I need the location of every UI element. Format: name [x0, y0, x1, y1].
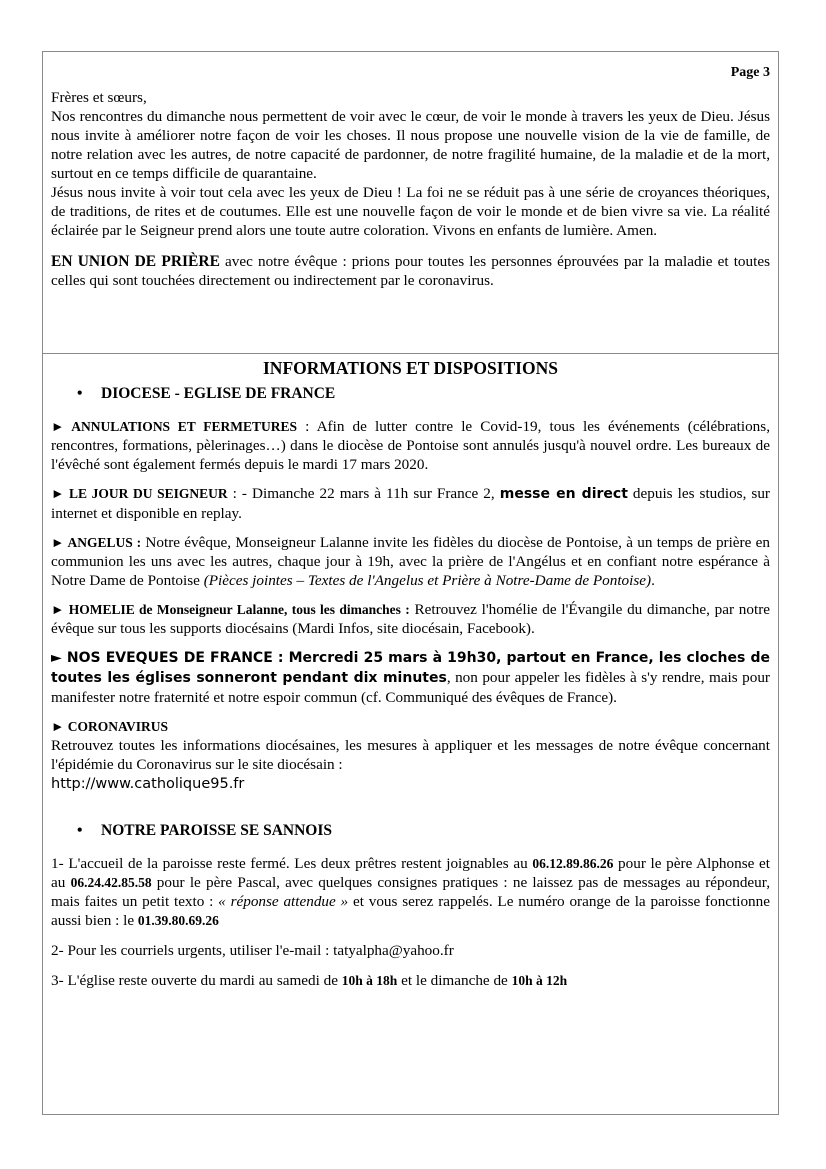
homelie-text: Retrouvez l'homélie de l'Évangile du dimanche, par notre évêque sur tous les supports diocésains (Mardi Infos, site diocésain, Facebook).	[51, 601, 770, 637]
item3-b: et le dimanche de	[397, 972, 512, 989]
coronavirus-title-line	[51, 717, 770, 736]
paroisse-item-3	[51, 971, 770, 990]
jour-bold: messe en direct	[499, 486, 628, 502]
angelus-end: .	[651, 572, 655, 589]
homily-box	[42, 51, 779, 354]
annulations-paragraph	[51, 417, 770, 474]
coronavirus-text: Retrouvez toutes les informations diocésaines, les mesures à appliquer et les messages de notre évêque concernant l'épidémie du Coronavirus sur le site diocésain :	[51, 737, 770, 773]
prayer-union-title: EN UNION DE PRIÈRE	[51, 253, 220, 270]
prayer-union-text: avec notre évêque : prions pour toutes les personnes éprouvées par la maladie et toutes celles qui sont touchées directement ou indirectement par le coronavirus.	[51, 253, 770, 289]
homily-paragraph-1: Nos rencontres du dimanche nous permettent de voir avec le cœur, de voir le monde à travers les yeux de Dieu. Jésus nous invite à améliorer notre façon de voir les choses. Il nous propose une nouvelle vision de la vie de famille, de notre relation avec les autres, de notre capacité de pardonner, de notre fragilité humaine, de la maladie et de la mort, surtout en ce temps difficile de quarantaine.	[51, 108, 770, 182]
paroisse-heading	[51, 821, 770, 840]
greeting: Frères et sœurs,	[51, 89, 147, 106]
item1-d: et vous serez rappelés. Le numéro orange de la paroisse fonctionne aussi bien : le	[51, 893, 770, 929]
prayer-union-paragraph	[51, 252, 770, 290]
page-number: Page 3	[730, 65, 770, 80]
diocese-heading	[51, 384, 770, 403]
diocese-heading-label: DIOCESE - EGLISE DE FRANCE	[101, 385, 336, 402]
angelus-paragraph	[51, 533, 770, 590]
item2-a: 2- Pour les courriels urgents, utiliser l'e-mail :	[51, 942, 334, 959]
coronavirus-title: ► CORONAVIRUS	[51, 719, 169, 734]
item1-c: pour le père Pascal, avec quelques consignes pratiques : ne laissez pas de messages au répondeur, mais faites un petit texto :	[51, 874, 770, 910]
jour-text-b: depuis les studios, sur internet et disponible en replay.	[51, 485, 770, 522]
item3-a: 3- L'église reste ouverte du mardi au samedi de	[51, 972, 342, 989]
phone-pascal: 06.24.42.85.58	[70, 875, 152, 890]
annulations-text: : Afin de lutter contre le Covid-19, tous les événements (célébrations, rencontres, formations, pèlerinages…) dans le diocèse de Pontoise sont annulés jusqu'à nouvel ordre. Les bureaux de l'évêché sont également fermés depuis le mardi 17 mars 2020.	[51, 418, 770, 473]
bullet-icon: •	[77, 822, 83, 839]
bullet-icon: •	[77, 385, 83, 402]
information-title: INFORMATIONS ET DISPOSITIONS	[263, 358, 558, 378]
homelie-title: ► HOMELIE de Monseigneur Lalanne, tous les dimanches :	[51, 602, 410, 617]
item1-a: 1- L'accueil de la paroisse reste fermé. Les deux prêtres restent joignables au	[51, 855, 533, 872]
item1-b: pour le père Alphonse et au	[51, 855, 770, 891]
item1-italic: « réponse attendue »	[218, 893, 349, 910]
angelus-text: Notre évêque, Monseigneur Lalanne invite les fidèles du diocèse de Pontoise, à un temps de prière en communion les uns avec les autres, chaque jour à 19h, avec la prière de l'Angélus et en confiant notre espérance à Notre Dame de Pontoise	[51, 534, 770, 589]
jour-du-seigneur-paragraph	[51, 484, 770, 523]
hours-weekday: 10h à 18h	[341, 973, 398, 988]
eveques-title: ► NOS EVEQUES DE FRANCE : Mercredi 25 mars à 19h30, partout en France, les cloches de toutes les églises sonneront pendant dix minutes	[51, 650, 770, 686]
hours-sunday: 10h à 12h	[511, 973, 568, 988]
phone-alphonse: 06.12.89.86.26	[532, 856, 614, 871]
paroisse-item-1	[51, 854, 770, 930]
eveques-paragraph	[51, 648, 770, 707]
information-box	[42, 353, 779, 1115]
angelus-title: ► ANGELUS :	[51, 535, 142, 550]
homelie-paragraph	[51, 600, 770, 638]
paroisse-item-2	[51, 941, 770, 960]
eveques-text: , non pour appeler les fidèles à s'y rendre, mais pour manifester notre fraternité et notre espoir commun (cf. Communiqué des évêques de France).	[51, 669, 770, 706]
jour-text-a: : - Dimanche 22 mars à 11h sur France 2,	[227, 485, 500, 502]
diocese-website-link[interactable]: http://www.catholique95.fr	[51, 776, 245, 792]
paroisse-heading-label: NOTRE PAROISSE SE SANNOIS	[101, 822, 332, 839]
jour-du-seigneur-title: ► LE JOUR DU SEIGNEUR	[51, 486, 228, 501]
phone-paroisse: 01.39.80.69.26	[137, 913, 219, 928]
homily-paragraph-2: Jésus nous invite à voir tout cela avec les yeux de Dieu ! La foi ne se réduit pas à une série de croyances théoriques, de traditions, de rites et de coutumes. Elle est une nouvelle façon de voir le monde et de bien vivre sa vie. La réalité éclairée par le Seigneur prend alors une toute autre coloration. Vivons en enfants de lumière. Amen.	[51, 184, 770, 239]
annulations-title: ► ANNULATIONS ET FERMETURES	[51, 419, 297, 434]
angelus-italic: (Pièces jointes – Textes de l'Angelus et Prière à Notre-Dame de Pontoise)	[203, 572, 652, 589]
email-link[interactable]: tatyalpha@yahoo.fr	[333, 942, 454, 959]
